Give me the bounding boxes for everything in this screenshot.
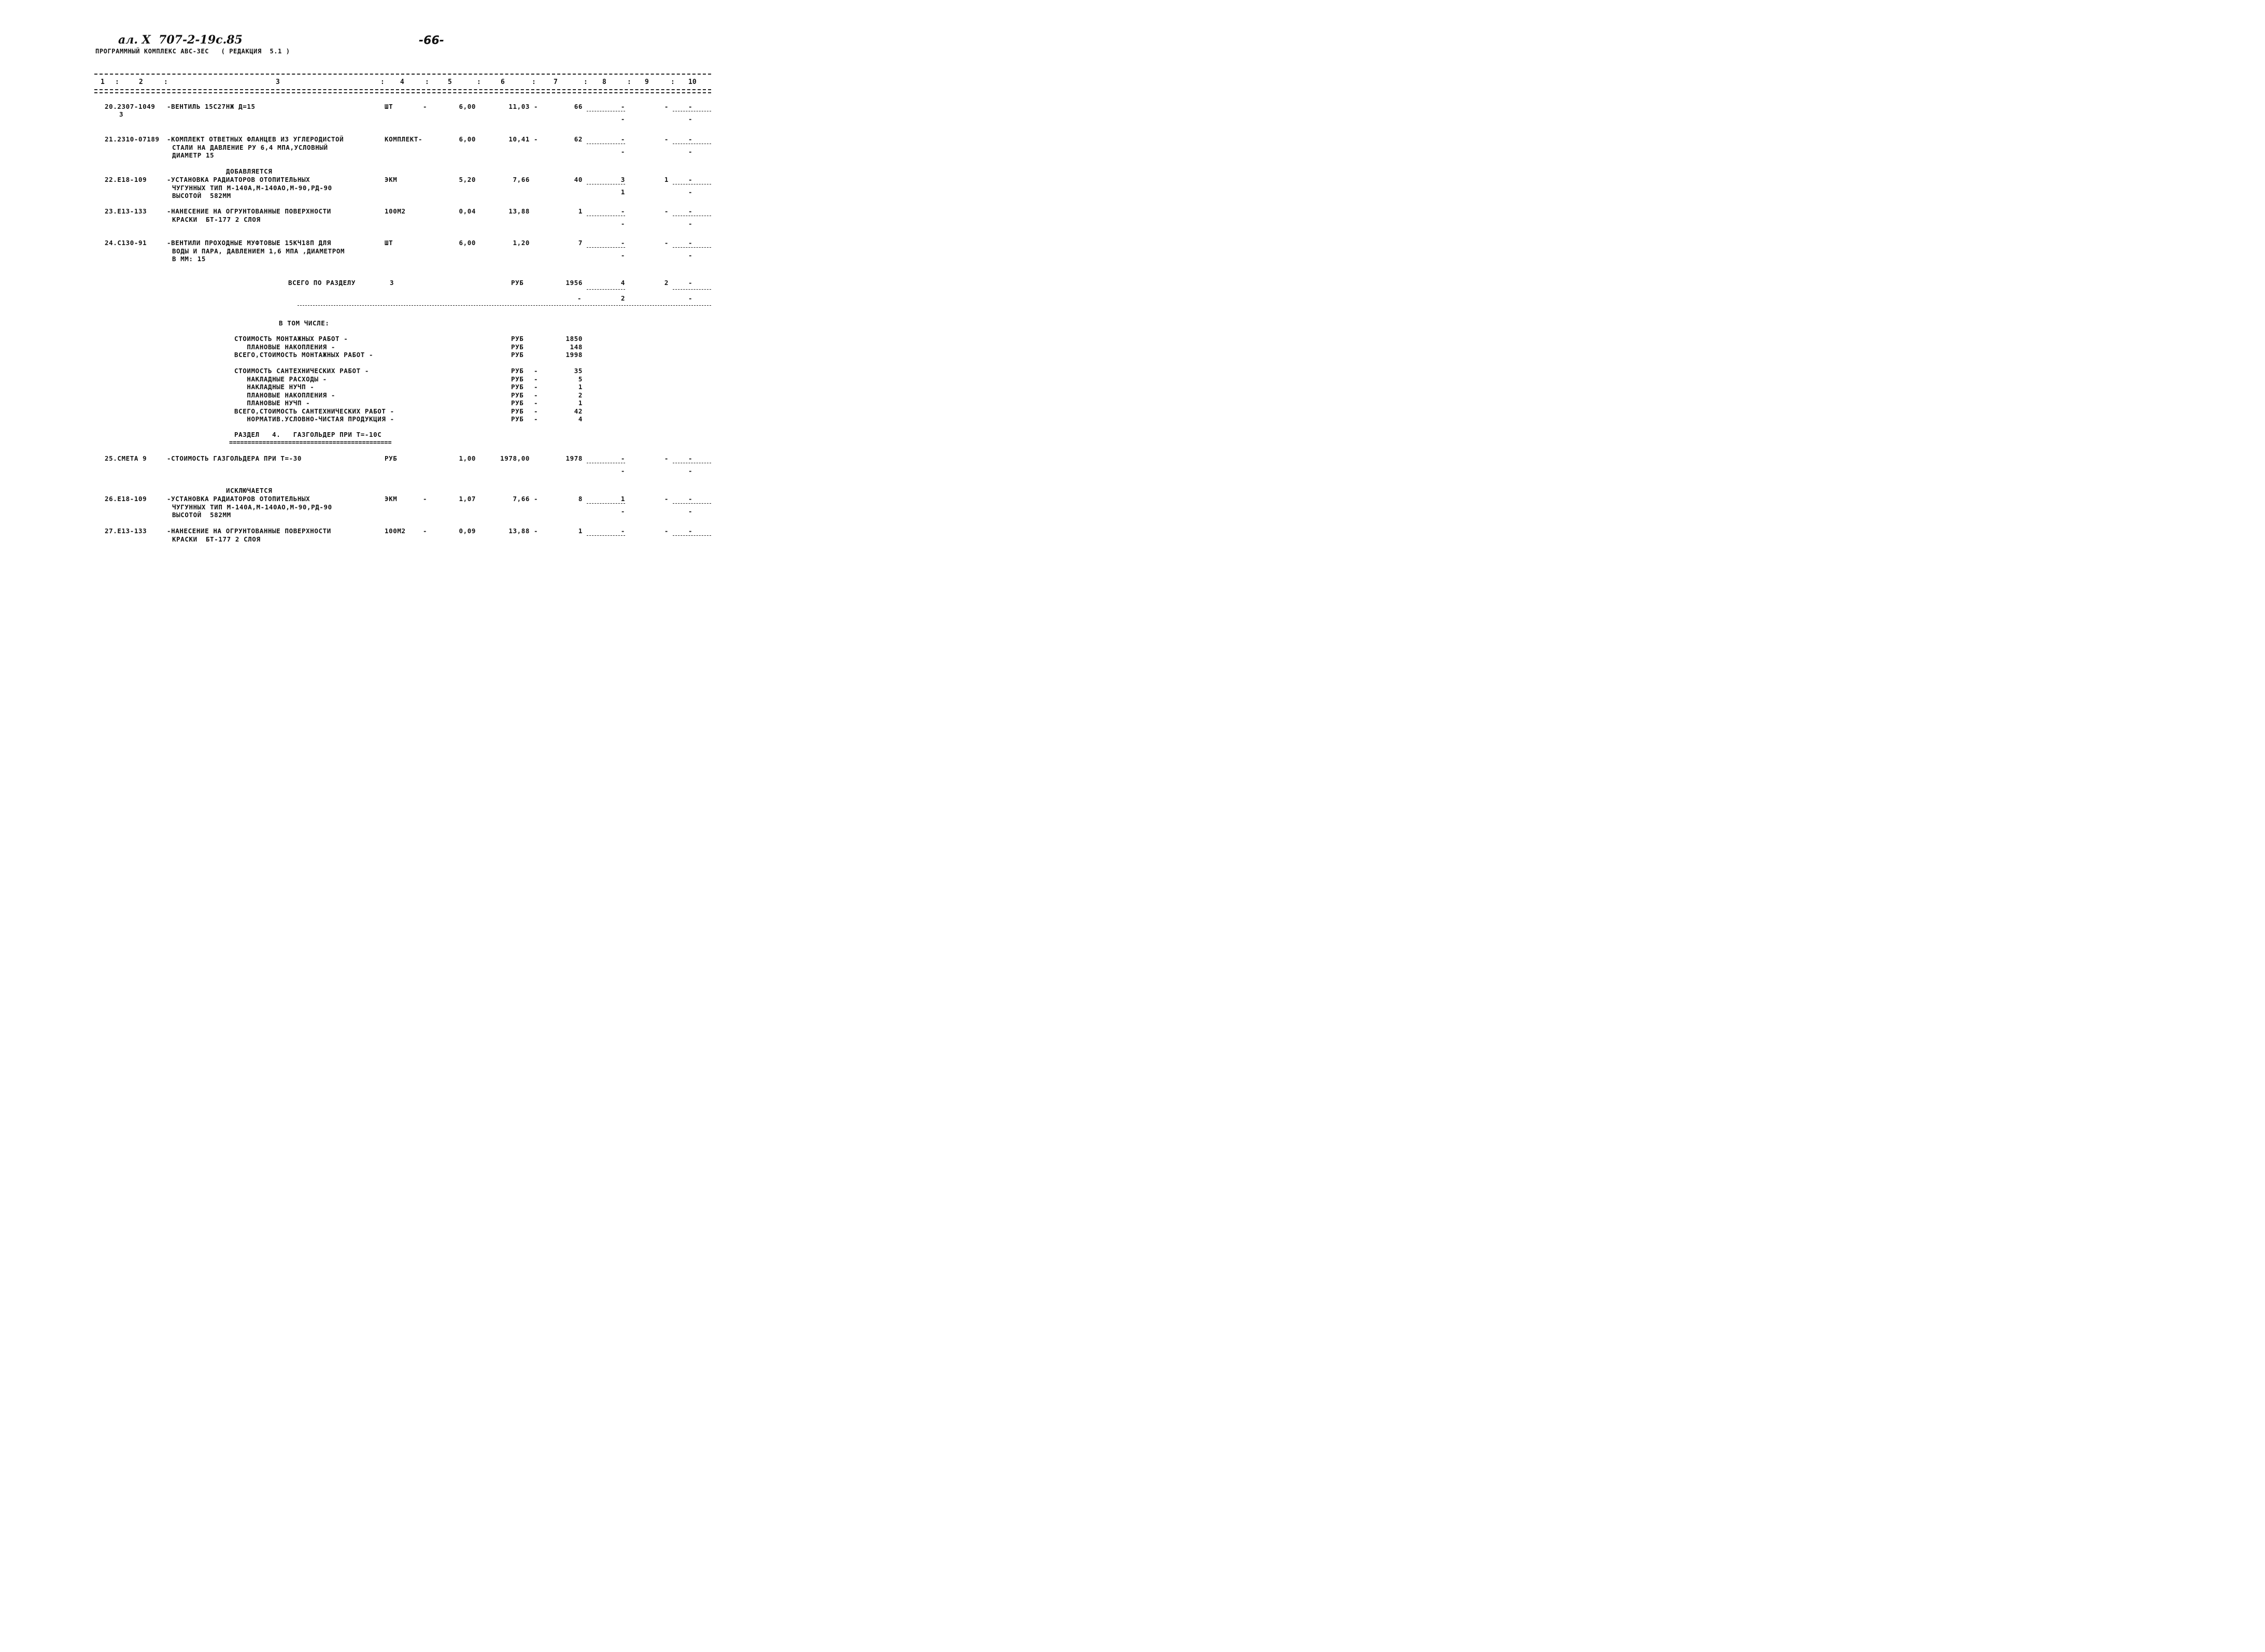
row-description-line: -ВЕНТИЛИ ПРОХОДНЫЕ МУФТОВЫЕ 15КЧ18П ДЛЯ — [167, 239, 331, 247]
column-header-6: 6 — [501, 78, 505, 86]
row-col8-lower: - — [620, 507, 625, 515]
header-rule-top — [94, 74, 711, 75]
row-col9: 1 — [664, 176, 669, 183]
row-dash: - — [534, 135, 539, 143]
column-header-9: 9 — [645, 78, 649, 86]
row-col8: - — [620, 135, 625, 143]
row-col8-lower: - — [620, 251, 625, 259]
row-description-line: ДИАМЕТР 15 — [172, 151, 215, 159]
cost-dash: - — [534, 391, 539, 399]
row-dash: - — [534, 495, 539, 503]
row-col5: 0,04 — [459, 207, 476, 215]
row-description-line: КРАСКИ БТ-177 2 СЛОЯ — [172, 215, 261, 223]
cost-dash: - — [534, 375, 539, 383]
row-col6: 13,88 — [508, 527, 530, 535]
cost-label: ВСЕГО,СТОИМОСТЬ МОНТАЖНЫХ РАБОТ - — [234, 351, 374, 359]
cost-value: 148 — [570, 343, 583, 351]
row-description-line: СТАЛИ НА ДАВЛЕНИЕ РУ 6,4 МПА,УСЛОВНЫЙ — [172, 143, 328, 151]
row-col8: - — [620, 239, 625, 247]
row-description-line: -ВЕНТИЛЬ 15С27НЖ Д=15 — [167, 103, 256, 110]
row-col9: - — [664, 135, 669, 143]
cost-dash: - — [534, 415, 539, 423]
column-header-1: 1 — [101, 78, 105, 86]
section-total-col9: 2 — [664, 279, 669, 287]
row-col9: - — [664, 103, 669, 110]
row-col6: 13,88 — [508, 207, 530, 215]
column-separator: : — [164, 78, 168, 86]
row-description-line: ВЫСОТОЙ 582ММ — [172, 192, 231, 200]
row-col5: 5,20 — [459, 176, 476, 183]
row-dash: - — [423, 495, 428, 503]
row-col7: 1 — [578, 207, 583, 215]
including-title: В ТОМ ЧИСЛЕ: — [279, 319, 330, 327]
row-col10-lower: - — [688, 188, 693, 196]
cost-value: 5 — [578, 375, 583, 383]
section-total-col10: - — [688, 279, 693, 287]
column-separator: : — [532, 78, 536, 86]
cost-value: 4 — [578, 415, 583, 423]
underline — [587, 289, 625, 290]
underline — [587, 247, 625, 248]
row-col7: 40 — [574, 176, 583, 183]
column-header-4: 4 — [400, 78, 404, 86]
row-unit: КОМПЛЕКТ- — [385, 135, 423, 143]
underline — [587, 503, 625, 504]
column-header-3: 3 — [276, 78, 280, 86]
cost-value: 1850 — [565, 335, 583, 343]
row-col8: - — [620, 207, 625, 215]
row-col7: 62 — [574, 135, 583, 143]
section-total-unit: РУБ — [511, 279, 524, 287]
row-code: 24.С130-91 — [105, 239, 147, 247]
row-col8-lower: 1 — [620, 188, 625, 196]
column-separator: : — [584, 78, 588, 86]
row-code: 22.Е18-109 — [105, 176, 147, 183]
section-total-number: 3 — [390, 279, 394, 287]
row-unit: ШТ — [385, 103, 393, 110]
row-description-line: -СТОИМОСТЬ ГАЗГОЛЬДЕРА ПРИ Т=-30 — [167, 454, 302, 462]
row-col5: 6,00 — [459, 239, 476, 247]
row-code: 26.Е18-109 — [105, 495, 147, 503]
row-col10-lower: - — [688, 148, 693, 155]
row-col10: - — [688, 239, 693, 247]
row-description-line: КРАСКИ БТ-177 2 СЛОЯ — [172, 535, 261, 543]
cost-label: ПЛАНОВЫЕ НАКОПЛЕНИЯ - — [234, 343, 336, 351]
header-rule-bottom-2 — [94, 92, 711, 93]
underline — [587, 535, 625, 536]
row-code: 27.Е13-133 — [105, 527, 147, 535]
row-col10-lower: - — [688, 467, 693, 475]
cost-label: ВСЕГО,СТОИМОСТЬ САНТЕХНИЧЕСКИХ РАБОТ - — [234, 407, 394, 415]
row-col6: 11,03 — [508, 103, 530, 110]
row-description-line: -НАНЕСЕНИЕ НА ОГРУНТОВАННЫЕ ПОВЕРХНОСТИ — [167, 207, 331, 215]
cost-dash: - — [534, 399, 539, 407]
cost-dash: - — [534, 383, 539, 391]
row-col6: 10,41 — [508, 135, 530, 143]
row-col10: - — [688, 135, 693, 143]
underline — [673, 247, 711, 248]
cost-unit: РУБ — [511, 415, 524, 423]
row-col5: 6,00 — [459, 103, 476, 110]
row-col8: - — [620, 103, 625, 110]
row-col7: 1 — [578, 527, 583, 535]
cost-unit: РУБ — [511, 407, 524, 415]
row-unit: ЭКМ — [385, 176, 398, 183]
row-col10: - — [688, 495, 693, 503]
row-col8-lower: - — [620, 220, 625, 227]
row-col10-lower: - — [688, 220, 693, 227]
row-description-line: ЧУГУННЫХ ТИП М-140А,М-140АО,М-90,РД-90 — [172, 503, 332, 511]
row-note: ИСКЛЮЧАЕТСЯ — [226, 487, 273, 494]
header-rule-bottom — [94, 89, 711, 90]
cost-label: НОРМАТИВ.УСЛОВНО-ЧИСТАЯ ПРОДУКЦИЯ - — [234, 415, 394, 423]
cost-label: ПЛАНОВЫЕ НУЧП - — [234, 399, 310, 407]
row-col8: 1 — [620, 495, 625, 503]
cost-value: 2 — [578, 391, 583, 399]
row-col8: 3 — [620, 176, 625, 183]
row-dash: - — [534, 103, 539, 110]
row-col7: 8 — [578, 495, 583, 503]
row-unit: ШТ — [385, 239, 393, 247]
cost-value: 1 — [578, 399, 583, 407]
section-total-col8: 4 — [620, 279, 625, 287]
row-col6: 7,66 — [513, 495, 530, 503]
row-col7: 7 — [578, 239, 583, 247]
cost-unit: РУБ — [511, 399, 524, 407]
row-code: 23.Е13-133 — [105, 207, 147, 215]
row-description-line: -УСТАНОВКА РАДИАТОРОВ ОТОПИТЕЛЬНЫХ — [167, 176, 310, 183]
column-header-2: 2 — [139, 78, 143, 86]
row-col8-lower: - — [620, 148, 625, 155]
cost-unit: РУБ — [511, 367, 524, 375]
row-code: 21.2310-07189 — [105, 135, 160, 143]
row-col6: 1,20 — [513, 239, 530, 247]
row-col10: - — [688, 454, 693, 462]
row-col9: - — [664, 495, 669, 503]
row-col10: - — [688, 207, 693, 215]
row-dash: - — [423, 527, 428, 535]
column-separator: : — [425, 78, 429, 86]
row-col6: 1978,00 — [500, 454, 530, 462]
cost-label: НАКЛАДНЫЕ НУЧП - — [234, 383, 315, 391]
section-total-col8-lower: 2 — [621, 294, 626, 302]
underline — [673, 535, 711, 536]
row-col9: - — [664, 207, 669, 215]
row-col9: - — [664, 454, 669, 462]
cost-unit: РУБ — [511, 391, 524, 399]
cost-unit: РУБ — [511, 375, 524, 383]
cost-label: СТОИМОСТЬ САНТЕХНИЧЕСКИХ РАБОТ - — [234, 367, 370, 375]
row-col5: 6,00 — [459, 135, 476, 143]
row-code: 20.2307-1049 — [105, 103, 155, 110]
row-col6: 7,66 — [513, 176, 530, 183]
row-dash: - — [423, 103, 428, 110]
row-col8-lower: - — [620, 115, 625, 123]
cost-label: СТОИМОСТЬ МОНТАЖНЫХ РАБОТ - — [234, 335, 348, 343]
row-unit: РУБ — [385, 454, 398, 462]
section-total-rule — [298, 305, 711, 306]
row-col10-lower: - — [688, 507, 693, 515]
cost-unit: РУБ — [511, 335, 524, 343]
row-description-line: -КОМПЛЕКТ ОТВЕТНЫХ ФЛАНЦЕВ ИЗ УГЛЕРОДИСТОЙ — [167, 135, 344, 143]
column-separator: : — [380, 78, 385, 86]
section-total-col7: 1956 — [565, 279, 583, 287]
column-header-5: 5 — [448, 78, 452, 86]
cost-dash: - — [534, 367, 539, 375]
row-unit: 100М2 — [385, 527, 406, 535]
cost-dash: - — [534, 407, 539, 415]
cost-value: 35 — [574, 367, 583, 375]
section-total-col7-lower: - — [577, 294, 582, 302]
row-col9: - — [664, 527, 669, 535]
row-col8-lower: - — [620, 467, 625, 475]
row-unit: ЭКМ — [385, 495, 398, 503]
row-note: ДОБАВЛЯЕТСЯ — [226, 167, 273, 175]
column-separator: : — [627, 78, 631, 86]
row-code: 25.СМЕТА 9 — [105, 454, 147, 462]
cost-value: 42 — [574, 407, 583, 415]
row-dash: - — [534, 527, 539, 535]
row-unit: 100М2 — [385, 207, 406, 215]
row-col8: - — [620, 527, 625, 535]
cost-unit: РУБ — [511, 383, 524, 391]
cost-unit: РУБ — [511, 351, 524, 359]
row-col5: 1,07 — [459, 495, 476, 503]
underline — [673, 503, 711, 504]
row-col10: - — [688, 527, 693, 535]
row-description-line: ВОДЫ И ПАРА, ДАВЛЕНИЕМ 1,6 МПА ,ДИАМЕТРОМ — [172, 247, 345, 255]
page-number: -66- — [419, 34, 444, 47]
program-line: ПРОГРАММНЫЙ КОМПЛЕКС АВС-3ЕС ( РЕДАКЦИЯ 5.1 ) — [95, 48, 290, 55]
cost-label: ПЛАНОВЫЕ НАКОПЛЕНИЯ - — [234, 391, 336, 399]
column-header-8: 8 — [602, 78, 606, 86]
row-col10-lower: - — [688, 251, 693, 259]
underline — [673, 289, 711, 290]
row-col7: 66 — [574, 103, 583, 110]
row-col8: - — [620, 454, 625, 462]
row-code-suffix: 3 — [119, 110, 124, 118]
row-col10: - — [688, 103, 693, 110]
section-total-label: ВСЕГО ПО РАЗДЕЛУ — [288, 279, 356, 287]
row-description-line: -УСТАНОВКА РАДИАТОРОВ ОТОПИТЕЛЬНЫХ — [167, 495, 310, 503]
section-total-col10-lower: - — [688, 294, 693, 302]
row-col10-lower: - — [688, 115, 693, 123]
cost-value: 1 — [578, 383, 583, 391]
cost-label: НАКЛАДНЫЕ РАСХОДЫ - — [234, 375, 327, 383]
column-separator: : — [671, 78, 675, 86]
section-4-underline: ============================================ — [229, 439, 392, 446]
handwritten-reference: ал. X 707-2-19с.85 — [118, 33, 243, 47]
column-header-7: 7 — [554, 78, 558, 86]
row-col9: - — [664, 239, 669, 247]
row-description-line: В ММ: 15 — [172, 255, 206, 263]
column-header-10: 10 — [688, 78, 697, 86]
row-description-line: ЧУГУННЫХ ТИП М-140А,М-140АО,М-90,РД-90 — [172, 183, 332, 192]
section-4-title: РАЗДЕЛ 4. ГАЗГОЛЬДЕР ПРИ Т=-10С — [234, 431, 382, 438]
column-separator: : — [477, 78, 481, 86]
row-col7: 1978 — [565, 454, 583, 462]
row-col5: 0,09 — [459, 527, 476, 535]
row-description-line: ВЫСОТОЙ 582ММ — [172, 511, 231, 519]
row-description-line: -НАНЕСЕНИЕ НА ОГРУНТОВАННЫЕ ПОВЕРХНОСТИ — [167, 527, 331, 535]
cost-unit: РУБ — [511, 343, 524, 351]
row-col5: 1,00 — [459, 454, 476, 462]
cost-value: 1998 — [565, 351, 583, 359]
row-col10: - — [688, 176, 693, 183]
column-separator: : — [115, 78, 119, 86]
